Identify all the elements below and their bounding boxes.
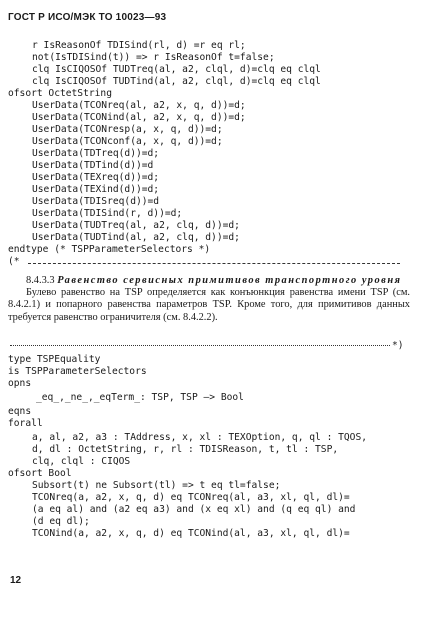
comment-close: *) (392, 340, 404, 351)
code-line: UserData(TUDTreq(al, a2, clq, d))=d; (32, 220, 240, 231)
code-line: forall (8, 418, 43, 429)
code-line: type TSPEquality (8, 354, 101, 365)
dotted-separator (10, 345, 390, 346)
code-line: clq IsCIQOSOf TUDTind(al, a2, clql, d)=clq eq clql (32, 76, 321, 87)
code-line: TCONind(a, a2, x, q, d) eq TCONind(al, a3, xl, ql, dl)= (32, 528, 350, 539)
code-line: UserData(TEXreq(d))=d; (32, 172, 160, 183)
section-number: 8.4.3.3 (26, 275, 55, 286)
code-line: UserData(TCONconf(a, x, q, d))=d; (32, 136, 223, 147)
code-line: _eq_,_ne_,_eqTerm_: TSP, TSP —> Bool (36, 392, 244, 403)
code-line: (* (8, 256, 20, 267)
code-line: r IsReasonOf TDISind(rl, d) =r eq rl; (32, 40, 246, 51)
code-line: endtype (* TSPParameterSelectors *) (8, 244, 211, 255)
code-line: a, al, a2, a3 : TAddress, x, xl : TEXOption, q, ql : TQOS, (32, 432, 368, 443)
code-line: UserData(TCONreq(al, a2, x, q, d))=d; (32, 100, 246, 111)
page-number: 12 (10, 575, 22, 586)
code-line: UserData(TDTind(d))=d (32, 160, 154, 171)
section-heading (8, 275, 410, 287)
code-line: clq IsCIQOSOf TUDTreq(al, a2, clql, d)=clq eq clql (32, 64, 321, 75)
code-line: UserData(TCONresp(a, x, q, d))=d; (32, 124, 223, 135)
code-line: ofsort Bool (8, 468, 72, 479)
code-line: is TSPParameterSelectors (8, 366, 147, 377)
code-line: ofsort OctetString (8, 88, 112, 99)
code-line: (d eq dl); (32, 516, 90, 527)
code-line: (a eq al) and (a2 eq a3) and (x eq xl) and (q eq ql) and (32, 504, 356, 515)
code-line: eqns (8, 406, 32, 417)
code-line: not(IsTDISind(t)) => r IsReasonOf t=false; (32, 52, 275, 63)
code-line: UserData(TDISreq(d))=d (32, 196, 160, 207)
dashed-separator (28, 263, 400, 264)
code-line: clq, clql : CIQOS (32, 456, 131, 467)
code-line: UserData(TCONind(al, a2, x, q, d))=d; (32, 112, 246, 123)
code-line: UserData(TDISind(r, d))=d; (32, 208, 183, 219)
code-line: UserData(TUDTind(al, a2, clq, d))=d; (32, 232, 240, 243)
page-header: ГОСТ Р ИСО/МЭК ТО 10023—93 (8, 12, 167, 23)
code-line: UserData(TEXind(d))=d; (32, 184, 160, 195)
code-line: Subsort(t) ne Subsort(tl) => t eq tl=false; (32, 480, 281, 491)
section-block (8, 275, 410, 324)
code-line: d, dl : OctetString, r, rl : TDISReason, t, tl : TSP, (32, 444, 339, 455)
section-title: Равенство сервисных примитивов транспортного уровня (57, 275, 402, 286)
code-line: TCONreq(a, a2, x, q, d) eq TCONreq(al, a3, xl, ql, dl)= (32, 492, 350, 503)
code-line: opns (8, 378, 32, 389)
section-paragraph: Булево равенство на TSP определяется как конъюнкция равенства имени TSP (см. 8.4.2.1) и попарного равенства параметров TSP. Кроме того, для примитивов данных требуется равенство ограничителя (см. 8.4.2.2). (8, 287, 410, 323)
code-line: UserData(TDTreq(d))=d; (32, 148, 160, 159)
